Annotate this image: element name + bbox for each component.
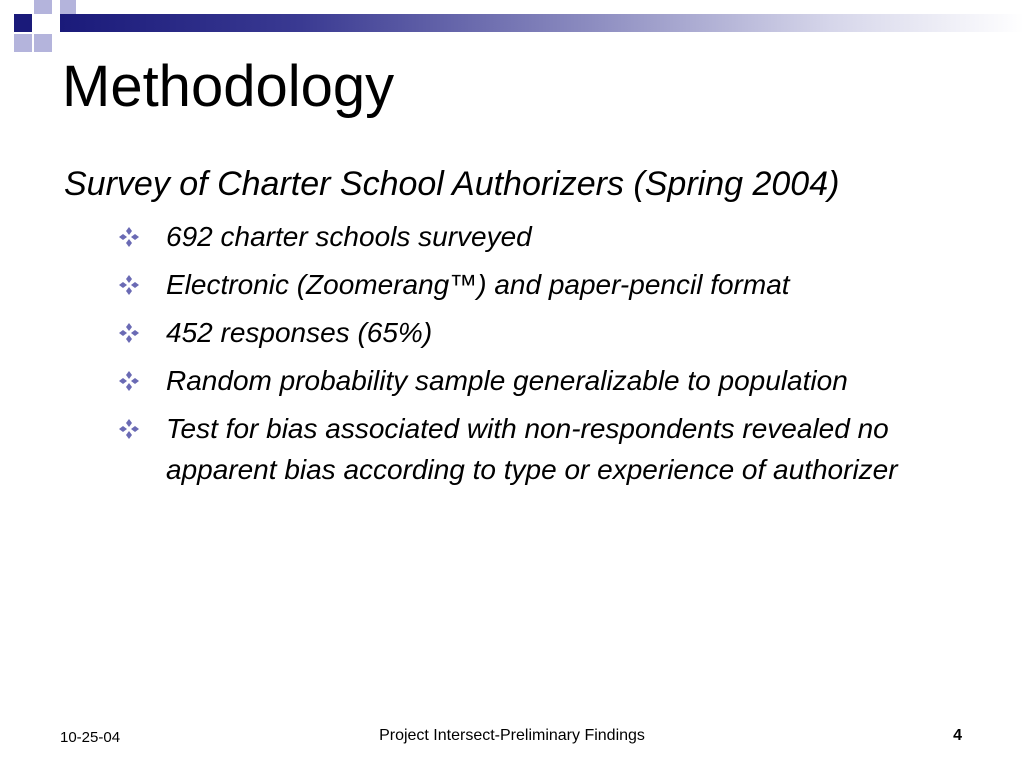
bullet-text: 452 responses (65%) bbox=[166, 317, 433, 348]
decor-square-dark bbox=[14, 14, 32, 32]
bullet-item bbox=[118, 408, 918, 490]
diamond-four-icon bbox=[118, 312, 142, 353]
footer-title: Project Intersect-Preliminary Findings bbox=[379, 727, 645, 744]
diamond-four-icon bbox=[118, 408, 142, 449]
page-number: 4 bbox=[953, 727, 962, 744]
header-gradient-bar bbox=[60, 14, 1024, 32]
header-decoration bbox=[0, 0, 1024, 60]
decor-square-light bbox=[34, 0, 52, 14]
bullet-text: Test for bias associated with non-respondents revealed no apparent bias according to type or experience of authorizer bbox=[166, 413, 898, 485]
bullet-item bbox=[118, 264, 918, 305]
bullet-item bbox=[118, 360, 918, 401]
diamond-four-icon bbox=[118, 264, 142, 305]
bullet-item bbox=[118, 312, 918, 353]
bullet-list bbox=[118, 216, 918, 497]
slide-subheading: Survey of Charter School Authorizers (Spring 2004) bbox=[64, 165, 840, 203]
bullet-text: Random probability sample generalizable to population bbox=[166, 365, 848, 396]
footer-date: 10-25-04 bbox=[60, 729, 121, 746]
bullet-text: Electronic (Zoomerang™) and paper-pencil format bbox=[166, 269, 790, 300]
decor-square-light bbox=[34, 34, 52, 52]
decor-square-light bbox=[60, 0, 76, 14]
decor-square-light bbox=[14, 34, 32, 52]
bullet-item bbox=[118, 216, 918, 257]
slide-title: Methodology bbox=[62, 54, 395, 119]
bullet-text: 692 charter schools surveyed bbox=[166, 221, 532, 252]
diamond-four-icon bbox=[118, 216, 142, 257]
diamond-four-icon bbox=[118, 360, 142, 401]
